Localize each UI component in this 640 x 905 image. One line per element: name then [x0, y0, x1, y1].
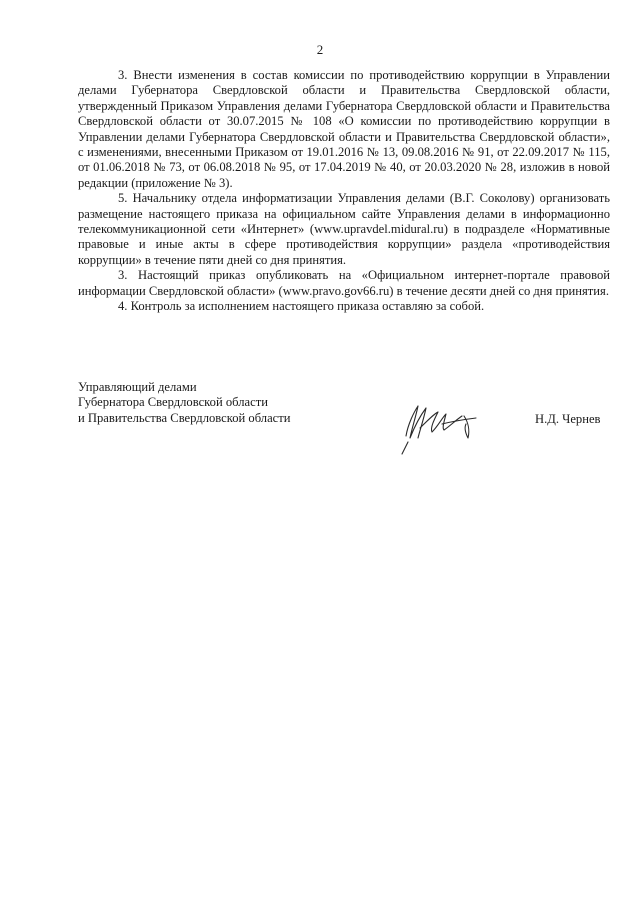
handwritten-signature: [398, 398, 483, 456]
paragraph-item-5-publication-site: 5. Начальнику отдела информатизации Управления делами (В.Г. Соколову) организовать размещение настоящего приказа на официальном сайте Управления делами в информационно телекоммуникационной сети «Интернет» (www.upravdel.midural.ru) в подразделе «Нормативные правовые и иные акты в сфере противодействия коррупции» раздела «противодействия коррупции» в течение пяти дней со дня принятия.: [78, 191, 610, 267]
signatory-title: [78, 380, 308, 426]
page-number: 2: [316, 42, 324, 57]
paragraph-item-3-official-portal: 3. Настоящий приказ опубликовать на «Официальном интернет-портале правовой информации Свердловской области» (www.pravo.gov66.ru) в течение десяти дней со дня принятия.: [78, 268, 610, 298]
paragraph-item-3-commission: 3. Внести изменения в состав комиссии по противодействию коррупции в Управлении делами Губернатора Свердловской области и Правительства Свердловской области, утвержденный Приказом Управления делами Губернатора Свердловской области и Правительства Свердловской области от 30.07.2015 № 108 «О комиссии по противодействию коррупции в Управлении делами Губернатора Свердловской области и Правительства Свердловской области», с изменениями, внесенными Приказом от 19.01.2016 № 13, 09.08.2016 № 91, от 22.09.2017 № 115, от 01.06.2018 № 73, от 06.08.2018 № 95, от 17.04.2019 № 40, от 20.03.2020 № 28, изложив в новой редакции (приложение № 3).: [78, 68, 610, 190]
paragraph-item-4-control: 4. Контроль за исполнением настоящего приказа оставляю за собой.: [118, 299, 485, 314]
signatory-title-line: Губернатора Свердловской области: [78, 395, 268, 410]
signatory-title-line: и Правительства Свердловской области: [78, 410, 291, 425]
document-body: [78, 68, 610, 315]
signatory-name: Н.Д. Чернев: [535, 412, 601, 426]
signatory-title-line: Управляющий делами: [78, 380, 197, 394]
